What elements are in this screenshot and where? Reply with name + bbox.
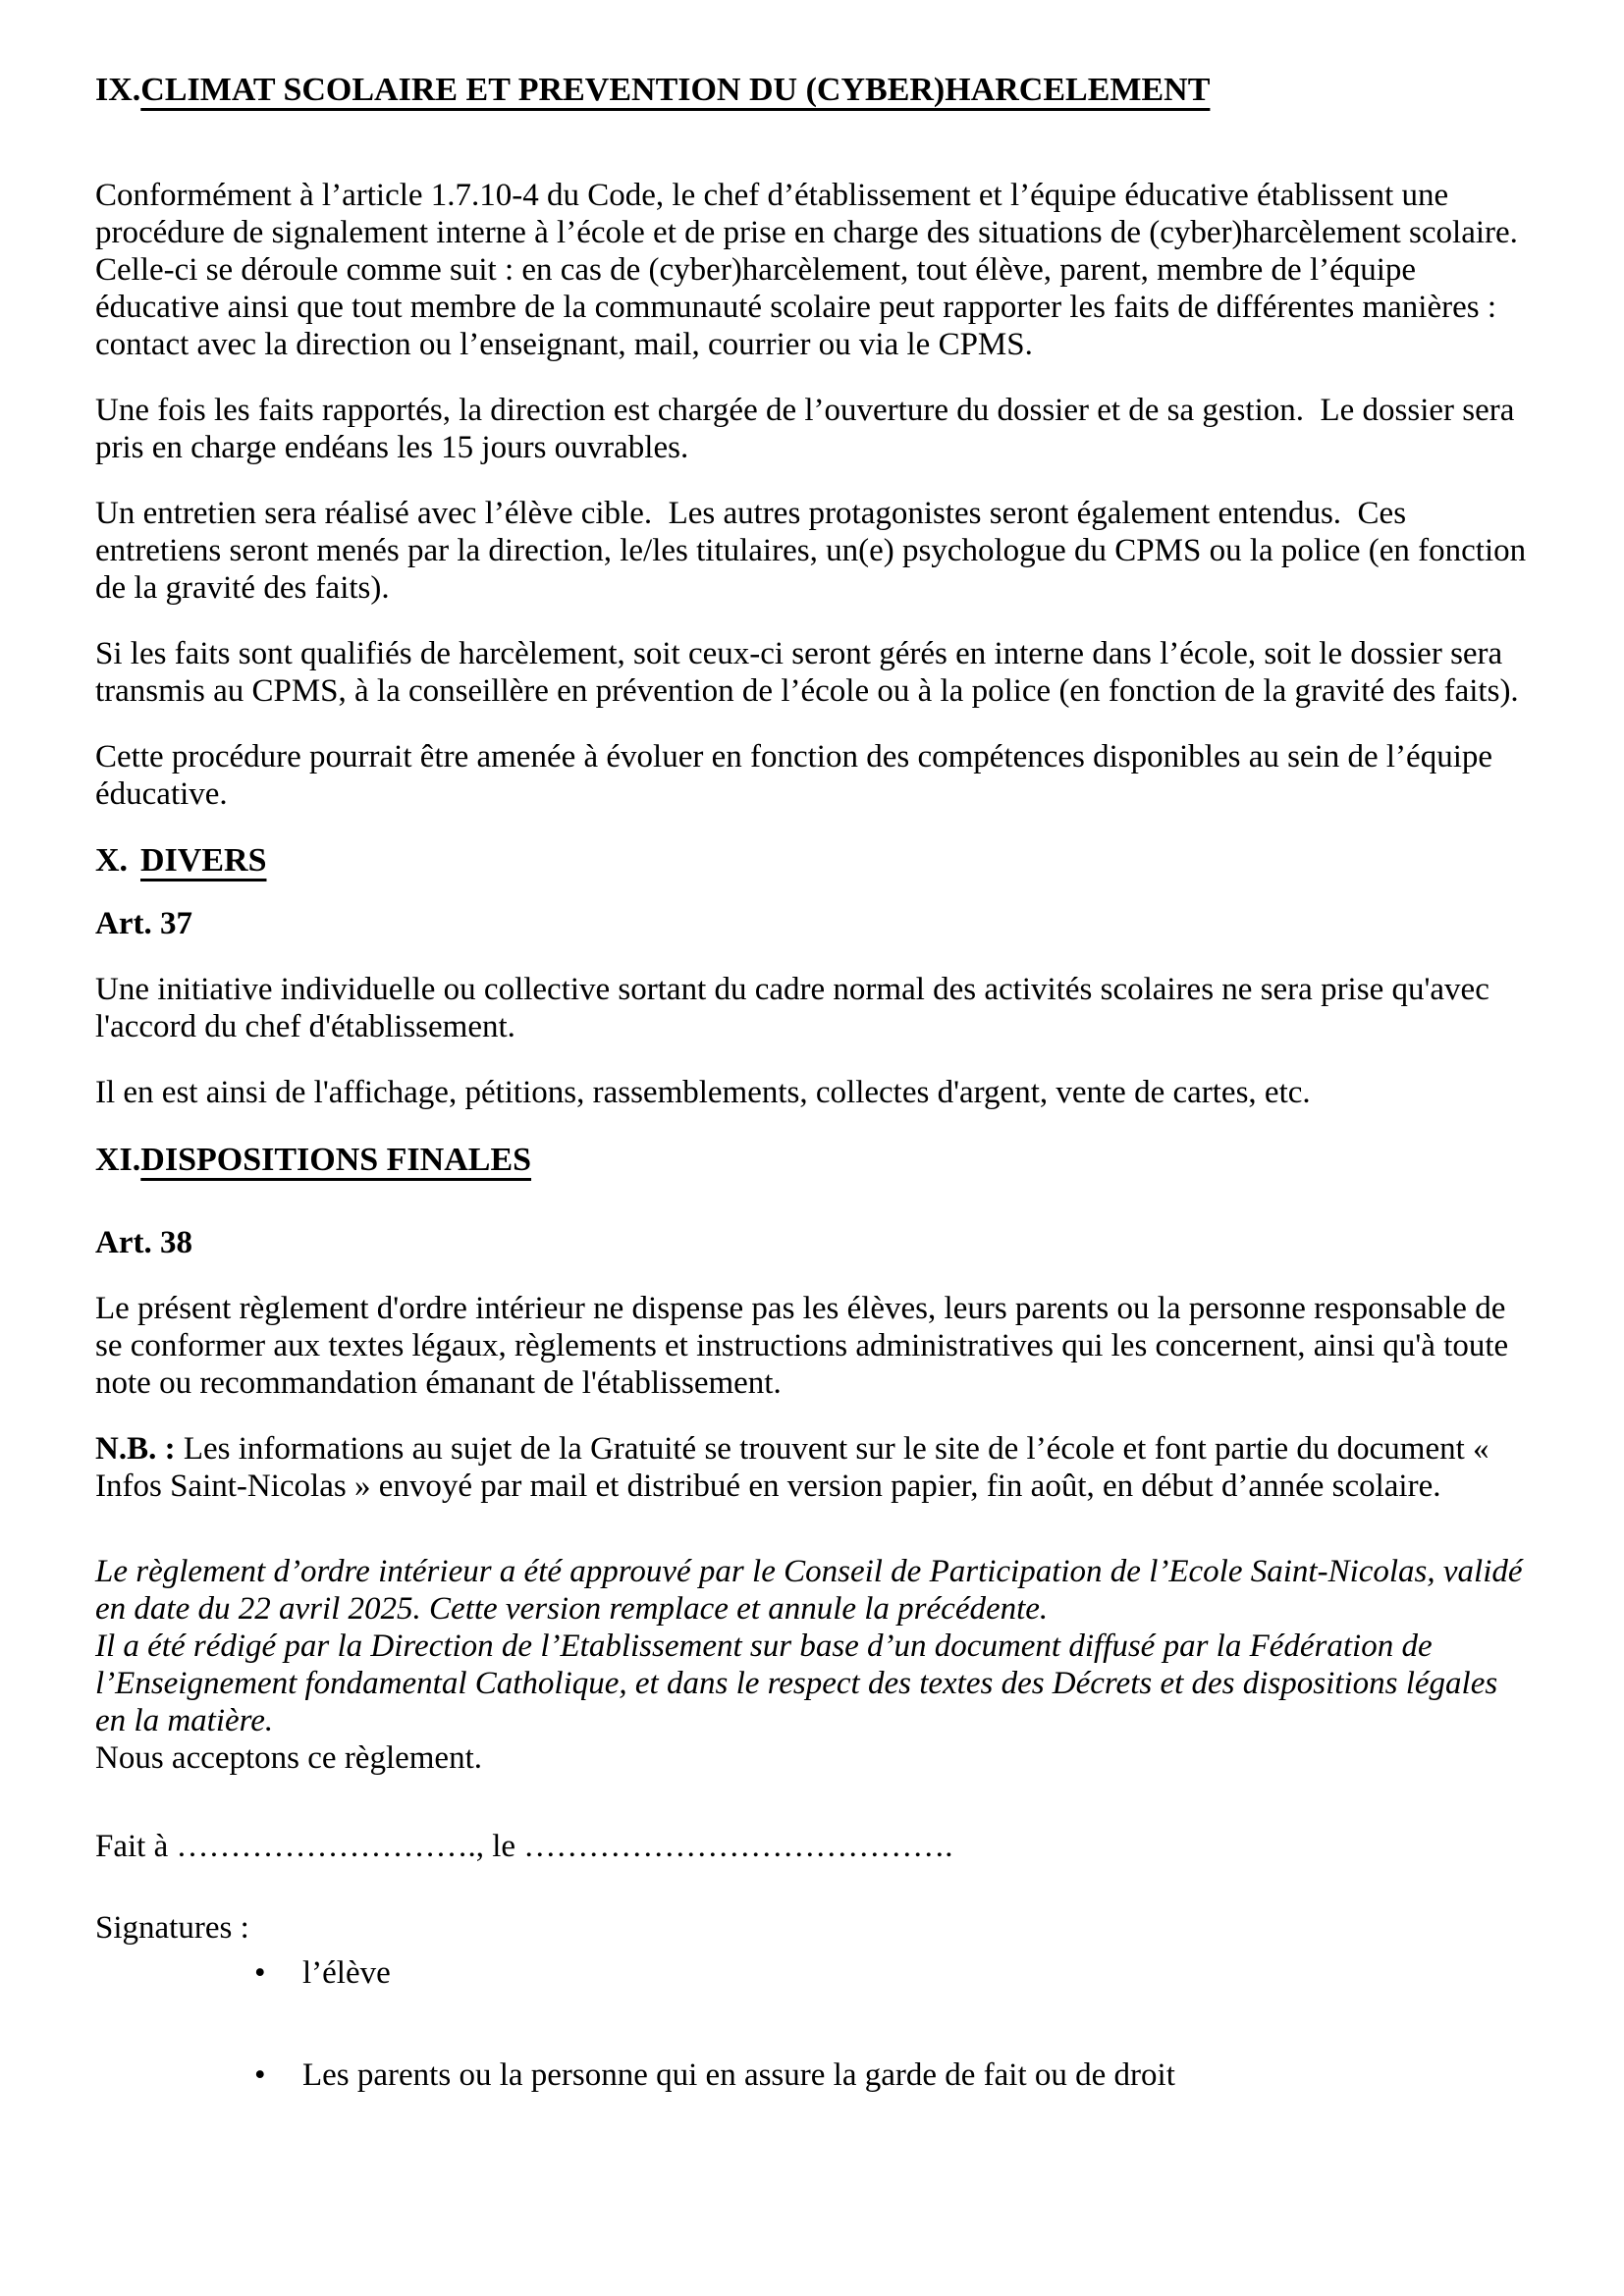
paragraph-ix-5: Cette procédure pourrait être amenée à évoluer en fonction des compétences disponibles au sein de l’équipe éducative. xyxy=(95,739,1501,812)
section-xi-numeral: XI. xyxy=(95,1142,141,1178)
approval-paragraph-1: Le règlement d’ordre intérieur a été approuvé par le Conseil de Participation de l’Ecole Saint-Nicolas, validé en date du 22 avril 2025. Cette version remplace et annule la précédente. xyxy=(95,1554,1531,1627)
signature-item-text: Les parents ou la personne qui en assure la garde de fait ou de droit xyxy=(302,2057,1175,2093)
section-xi-title: DISPOSITIONS FINALES xyxy=(140,1142,532,1178)
bullet-icon: • xyxy=(254,1955,266,1991)
nb-paragraph xyxy=(95,1430,1531,1505)
signature-list-item-eleve xyxy=(95,1954,1531,1992)
bullet-icon: • xyxy=(254,2057,266,2093)
nb-text: Les informations au sujet de la Gratuité se trouvent sur le site de l’école et font partie du document « Infos Saint-Nicolas » envoyé par mail et distribué en version papier, fin août, en début d’année scolaire. xyxy=(95,1431,1497,1504)
nb-label: N.B. : xyxy=(95,1431,176,1467)
section-x-title: DIVERS xyxy=(140,842,267,879)
paragraph-ix-1: Conformément à l’article 1.7.10-4 du Code, le chef d’établissement et l’équipe éducative établissent une procédure de signalement interne à l’école et de prise en charge des situations de (cyber)harcèlement scolaire. Celle-ci se déroule comme suit : en cas de (cyber)harcèlement, tout élève, parent, membre de l’équipe éducative ainsi que tout membre de la communauté scolaire peut rapporter les faits de différentes manières : contact avec la direction ou l’enseignant, mail, courrier ou via le CPMS. xyxy=(95,178,1535,362)
section-heading-ix xyxy=(95,71,1531,110)
paragraph-ix-2: Une fois les faits rapportés, la direction est chargée de l’ouverture du dossier et de sa gestion. Le dossier sera pris en charge endéans les 15 jours ouvrables. xyxy=(95,393,1523,465)
paragraph-ix-4: Si les faits sont qualifiés de harcèlement, soit ceux-ci seront gérés en interne dans l’école, soit le dossier sera transmis au CPMS, à la conseillère en prévention de l’école ou à la police (en fonction de la gravité des faits). xyxy=(95,636,1519,709)
article-38-label: Art. 38 xyxy=(95,1225,192,1260)
section-ix-numeral: IX. xyxy=(95,72,141,108)
section-heading-xi xyxy=(95,1141,1531,1180)
section-x-numeral: X. xyxy=(95,842,129,879)
signatures-label: Signatures : xyxy=(95,1910,249,1946)
signature-list-item-parents xyxy=(95,2056,1531,2094)
approval-block xyxy=(95,1553,1531,1777)
paragraph-art37-2: Il en est ainsi de l'affichage, pétitions, rassemblements, collectes d'argent, vente de cartes, etc. xyxy=(95,1075,1311,1110)
article-37-label: Art. 37 xyxy=(95,906,192,941)
section-heading-x xyxy=(95,841,1531,881)
approval-accept-line: Nous acceptons ce règlement. xyxy=(95,1740,483,1776)
approval-paragraph-2: Il a été rédigé par la Direction de l’Etablissement sur base d’un document diffusé par la Fédération de l’Enseignement fondamental Catholique, et dans le respect des textes des Décrets et des dispositions légales en la matière. xyxy=(95,1629,1506,1738)
paragraph-art37-1: Une initiative individuelle ou collective sortant du cadre normal des activités scolaires ne sera prise qu'avec l'accord du chef d'établissement. xyxy=(95,972,1498,1044)
paragraph-art38: Le présent règlement d'ordre intérieur ne dispense pas les élèves, leurs parents ou la personne responsable de se conformer aux textes légaux, règlements et instructions administratives qui les concernent, ainsi qu'à toute note ou recommandation émanant de l'établissement. xyxy=(95,1291,1517,1401)
signature-item-text: l’élève xyxy=(302,1955,391,1991)
section-ix-title: CLIMAT SCOLAIRE ET PREVENTION DU (CYBER)HARCELEMENT xyxy=(140,72,1211,108)
paragraph-ix-3: Un entretien sera réalisé avec l’élève cible. Les autres protagonistes seront également entendus. Ces entretiens seront menés par la direction, le/les titulaires, un(e) psychologue du CPMS ou la police (en fonction de la gravité des faits). xyxy=(95,496,1535,606)
fait-a-line: Fait à ………………………., le …………………………………. xyxy=(95,1829,953,1864)
